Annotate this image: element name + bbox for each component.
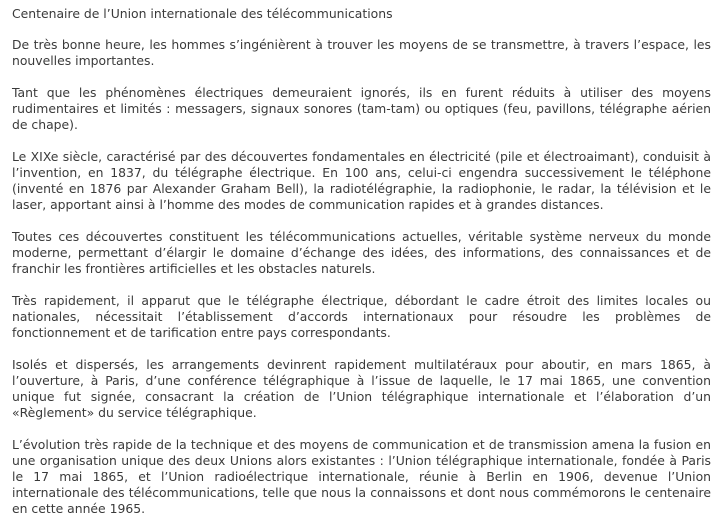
paragraph-2: Tant que les phénomènes électriques demeuraient ignorés, ils en furent réduits à utiliser des moyens rudimentaires et limités : messagers, signaux sonores (tam-tam) ou optiques (feu, pavillons, télégraphe aérien de chape). <box>12 85 711 132</box>
paragraph-3: Le XIXe siècle, caractérisé par des découvertes fondamentales en électricité (pile et électroaimant), conduisit à l’invention, en 1837, du télégraphe électrique. En 100 ans, celui-ci engendra successivement le téléphone (inventé en 1876 par Alexander Graham Bell), la radiotélégraphie, la radiophonie, le radar, la télévision et le laser, apportant ainsi à l’homme des modes de communication rapides et à grandes distances. <box>12 149 711 212</box>
document-title: Centenaire de l’Union internationale des télécommunications <box>12 6 393 21</box>
paragraph-1: De très bonne heure, les hommes s’ingénièrent à trouver les moyens de se transmettre, à travers l’espace, les nouvelles importantes. <box>12 37 711 68</box>
paragraph-5: Très rapidement, il apparut que le télégraphe électrique, débordant le cadre étroit des limites locales ou nationales, nécessitait l’établissement d’accords internationaux pour résoudre les problèmes de fonctionnement et de tarification entre pays correspondants. <box>12 293 711 340</box>
paragraph-7: L’évolution très rapide de la technique et des moyens de communication et de transmission amena la fusion en une organisation unique des deux Unions alors existantes : l’Union télégraphique internationale, fondée à Paris le 17 mai 1865, et l’Union radioélectrique internationale, réunie à Berlin en 1906, devenue l’Union internationale des télécommunications, telle que nous la connaissons et dont nous commémorons le centenaire en cette année 1965. <box>12 437 711 516</box>
paragraph-4: Toutes ces découvertes constituent les télécommunications actuelles, véritable système nerveux du monde moderne, permettant d’élargir le domaine d’échange des idées, des informations, des connaissances et de franchir les frontières artificielles et les obstacles naturels. <box>12 229 711 276</box>
paragraph-6: Isolés et dispersés, les arrangements devinrent rapidement multilatéraux pour aboutir, en mars 1865, à l’ouverture, à Paris, d’une conférence télégraphique à l’issue de laquelle, le 17 mai 1865, une convention unique fut signée, consacrant la création de l’Union télégraphique internationale et l’élaboration d’un «Règlement» du service télégraphique. <box>12 357 711 420</box>
